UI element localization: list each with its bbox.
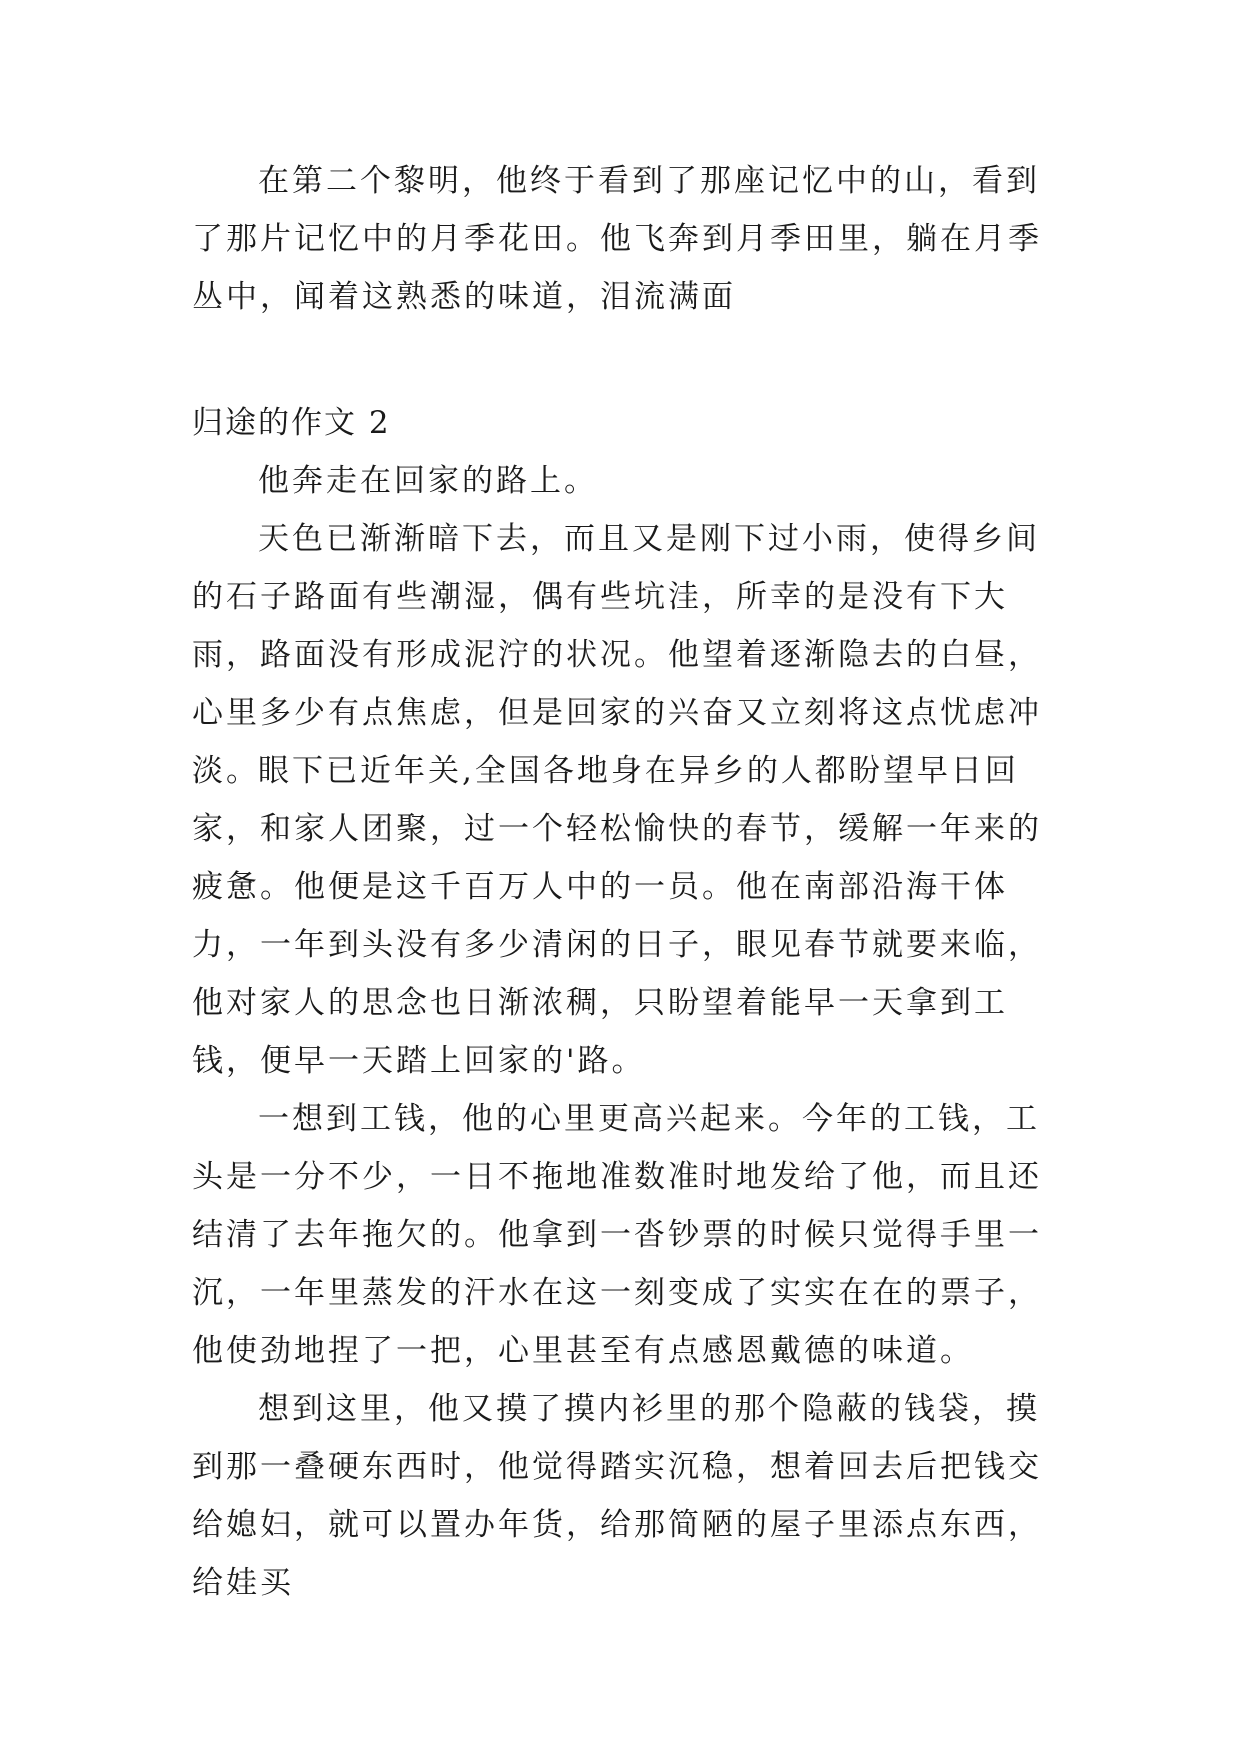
paragraph-3: 眼下已近年关,全国各地身在异乡的人都盼望早日回家，和家人团聚，过一个轻松愉快的春节，缓解一年来的疲惫。他便是这千百万人中的一员。他在南部沿海干体力，一年到头没有多少清闲的日子，眼见春节就要来临，他对家人的思念也日渐浓稠，只盼望着能早一天拿到工钱，便早一天踏上回家的'路。 [192,753,1042,1079]
paragraph-intro: 在第二个黎明，他终于看到了那座记忆中的山，看到了那片记忆中的月季花田。他飞奔到月季田里，躺在月季丛中，闻着这熟悉的味道，泪流满面 [192,163,1042,315]
paragraph-2: 天色已渐渐暗下去，而且又是刚下过小雨，使得乡间的石子路面有些潮湿，偶有些坑洼，所幸的是没有下大雨，路面没有形成泥泞的状况。他望着逐渐隐去的白昼，心里多少有点焦虑，但是回家的兴奋又立刻将这点忧虑冲淡。 [192,521,1042,789]
paragraph-5: 想到这里，他又摸了摸内衫里的那个隐蔽的钱袋，摸到那一叠硬东西时，他觉得踏实沉稳，想着回去后把钱交给媳妇，就可以置办年货，给那简陋的屋子里添点东西，给娃买 [192,1391,1042,1601]
section-title: 归途的作文 2 [192,405,391,441]
paragraph-4: 一想到工钱，他的心里更高兴起来。今年的工钱，工头是一分不少，一日不拖地准数准时地发给了他，而且还结清了去年拖欠的。他拿到一沓钞票的时候只觉得手里一沉，一年里蒸发的汗水在这一刻变成了实实在在的票子，他使劲地捏了一把，心里甚至有点感恩戴德的味道。 [192,1101,1042,1369]
paragraph-1: 他奔走在回家的路上。 [258,463,598,499]
